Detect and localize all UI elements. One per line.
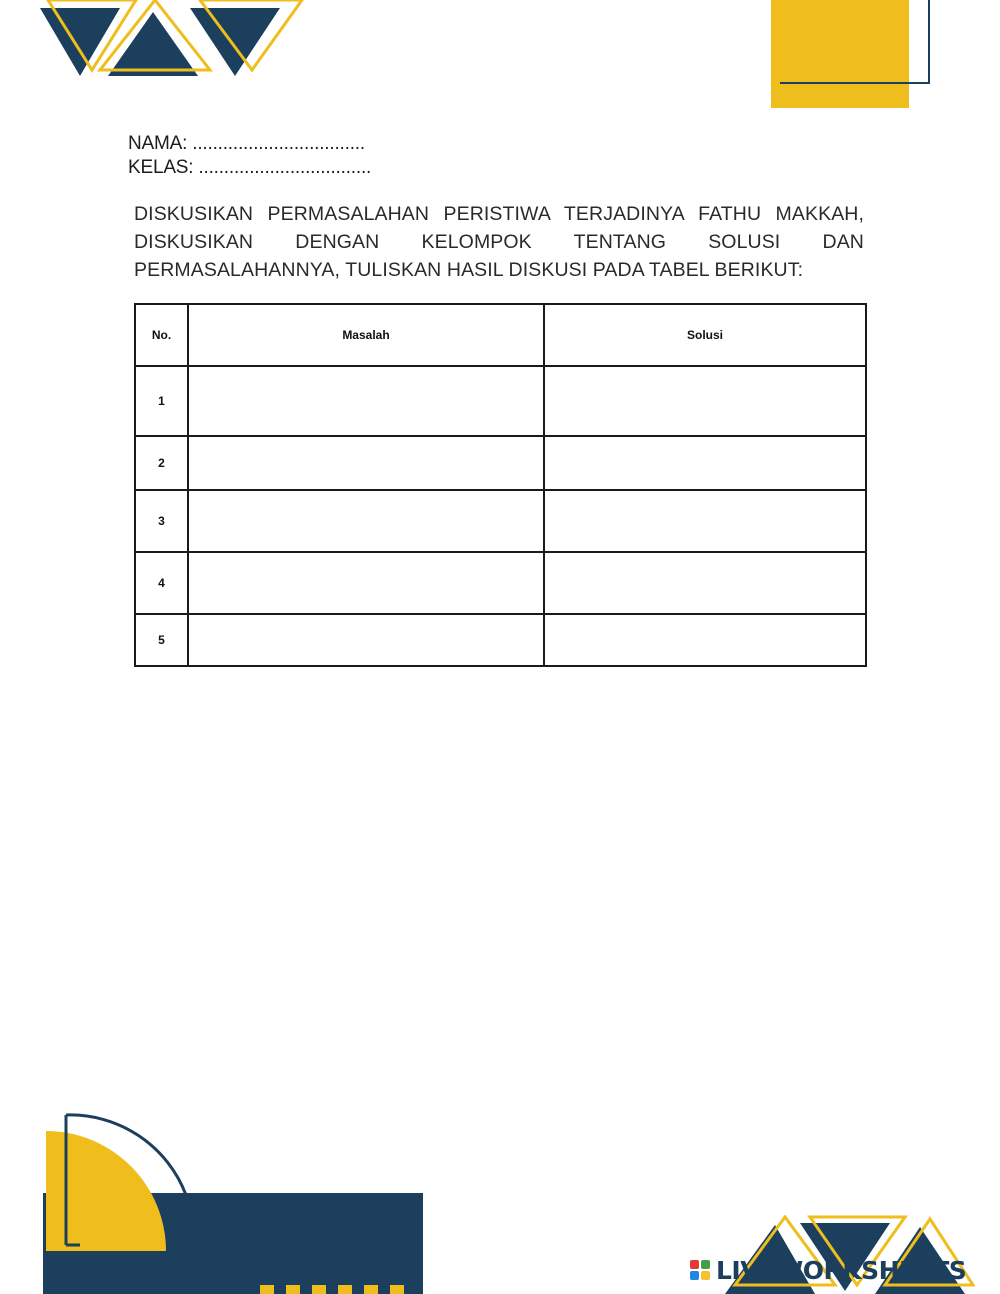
solusi-cell[interactable]	[544, 614, 866, 666]
liveworksheets-watermark	[690, 1255, 966, 1285]
table-row	[135, 436, 866, 490]
table-row	[135, 366, 866, 436]
discussion-table	[134, 303, 867, 667]
kelas-field[interactable]: KELAS: ..................................	[128, 157, 372, 178]
row-number: 4	[135, 552, 188, 614]
table-header-row	[135, 304, 866, 366]
row-number: 5	[135, 614, 188, 666]
masalah-cell[interactable]	[188, 366, 544, 436]
solusi-cell[interactable]	[544, 436, 866, 490]
nama-field[interactable]: NAMA: ..................................	[128, 133, 365, 154]
instruction-text	[134, 200, 864, 284]
row-number: 1	[135, 366, 188, 436]
solusi-cell[interactable]	[544, 366, 866, 436]
masalah-cell[interactable]	[188, 436, 544, 490]
solusi-cell[interactable]	[544, 490, 866, 552]
masalah-cell[interactable]	[188, 614, 544, 666]
top-left-triangles-decoration	[40, 0, 310, 82]
header-masalah: Masalah	[188, 304, 544, 366]
brand-name: LIVEWORKSHEETS	[716, 1255, 967, 1285]
masalah-cell[interactable]	[188, 552, 544, 614]
row-number: 3	[135, 490, 188, 552]
table-row	[135, 490, 866, 552]
solusi-cell[interactable]	[544, 552, 866, 614]
table-row	[135, 614, 866, 666]
top-right-outline-frame	[780, 0, 930, 84]
instruction-line-1: DISKUSIKAN PERMASALAHAN PERISTIWA TERJADINYA FATHU MAKKAH, DISKUSIKAN DENGAN KELOMPOK TENTANG SOLUSI DAN	[134, 203, 864, 253]
instruction-line-2: PERMASALAHANNYA, TULISKAN HASIL DISKUSI PADA TABEL BERIKUT:	[134, 259, 804, 281]
liveworksheets-logo-icon	[690, 1260, 710, 1280]
row-number: 2	[135, 436, 188, 490]
bottom-left-decoration	[40, 1105, 430, 1294]
header-solusi: Solusi	[544, 304, 866, 366]
table-row	[135, 552, 866, 614]
header-no: No.	[135, 304, 188, 366]
masalah-cell[interactable]	[188, 490, 544, 552]
